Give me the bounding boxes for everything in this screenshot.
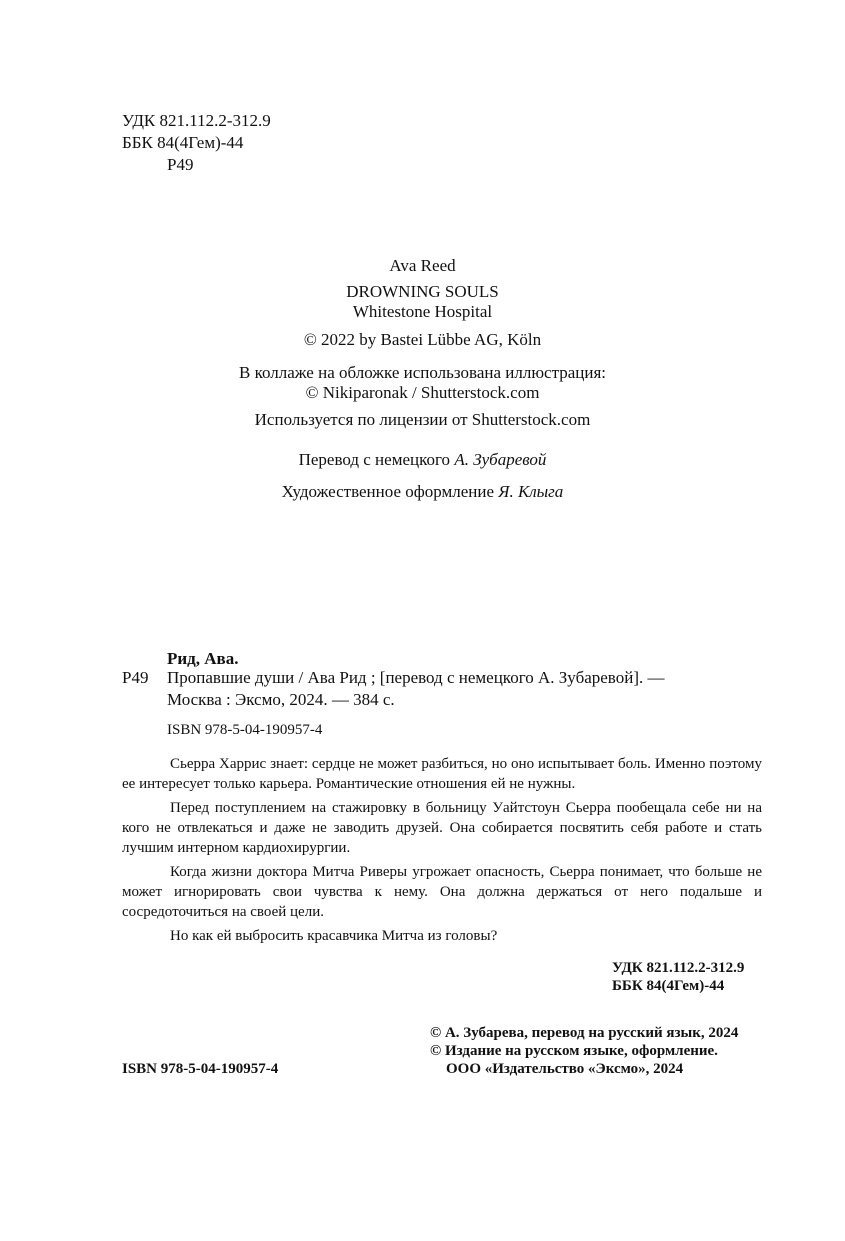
bbk-code-bottom: ББК 84(4Гем)-44 [612, 978, 725, 994]
udk-code-bottom: УДК 821.112.2-312.9 [612, 960, 745, 976]
original-author: Ava Reed [389, 256, 456, 275]
translation-credit [0, 450, 845, 470]
copyright-edition: © Издание на русском языке, оформление. [430, 1043, 718, 1059]
bib-isbn: ISBN 978-5-04-190957-4 [167, 722, 323, 738]
cover-credit-line2: © Nikiparonak / Shutterstock.com [305, 383, 540, 402]
translation-label: Перевод с немецкого [298, 450, 451, 469]
udk-code-top: УДК 821.112.2-312.9 [122, 111, 271, 130]
annotation-paragraph: Когда жизни доктора Митча Риверы угрожает опасность, Сьерра понимает, что больше не может игнорировать свои чувства к нему. Она должна держаться от него подальше и сосредоточиться на своей цели. [122, 864, 762, 920]
annotation-paragraph: Но как ей выбросить красавчика Митча из головы? [170, 928, 498, 944]
bib-heading: Рид, Ава. [167, 649, 239, 668]
license-note: Используется по лицензии от Shutterstock.com [254, 410, 591, 429]
translator-name: А. Зубаревой [454, 450, 547, 469]
bib-line2: Москва : Эксмо, 2024. — 384 с. [167, 690, 395, 709]
annotation [122, 754, 762, 946]
original-subtitle: Whitestone Hospital [352, 302, 493, 321]
designer-name: Я. Клыга [498, 482, 564, 501]
bib-mark: Р49 [122, 668, 149, 687]
annotation-paragraph: Перед поступлением на стажировку в больницу Уайтстоун Сьерра пообещала себе ни на кого не отвлекаться и даже не заводить друзей. Она собирается посвятить себя работе и стать лучшим интерном кардиохирургии. [122, 800, 762, 856]
bbk-code-top: ББК 84(4Гем)-44 [122, 133, 244, 152]
footer-isbn: ISBN 978-5-04-190957-4 [122, 1061, 279, 1077]
design-label: Художественное оформление [281, 482, 495, 501]
author-mark-top: Р49 [167, 155, 194, 174]
annotation-paragraph: Сьерра Харрис знает: сердце не может разбиться, но оно испытывает боль. Именно поэтому ее интересует только карьера. Романтические отношения ей не нужны. [122, 756, 762, 792]
bib-line1: Пропавшие души / Ава Рид ; [перевод с немецкого А. Зубаревой]. — [167, 668, 665, 687]
cover-credit-line1: В коллаже на обложке использована иллюстрация: [239, 363, 606, 382]
copyright-publisher: ООО «Издательство «Эксмо», 2024 [446, 1061, 684, 1077]
original-copyright: © 2022 by Bastei Lübbe AG, Köln [303, 330, 542, 349]
design-credit [0, 482, 845, 502]
copyright-translation: © А. Зубарева, перевод на русский язык, 2024 [430, 1025, 739, 1041]
original-title: DROWNING SOULS [346, 282, 499, 301]
